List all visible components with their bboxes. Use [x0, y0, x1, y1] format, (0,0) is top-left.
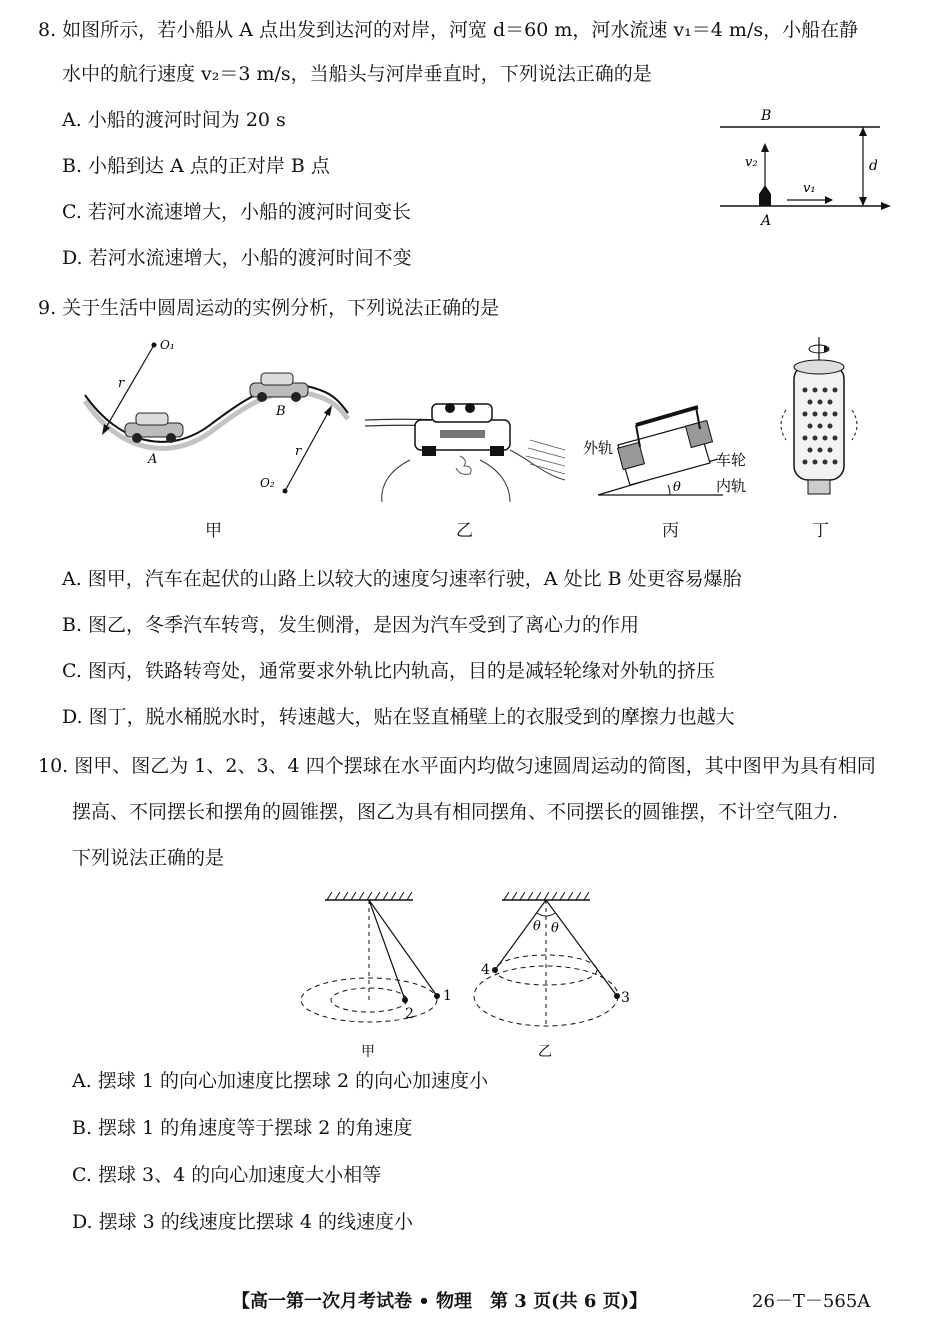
- q9-label-a: A: [148, 452, 158, 467]
- footer-title: 【高一第一次月考试卷 • 物理 第 3 页(共 6 页)】: [232, 1291, 648, 1312]
- q9-label-inner-rail: 内轨: [716, 477, 747, 495]
- q9-option-b: B. 图乙，冬季汽车转弯，发生侧滑，是因为汽车受到了离心力的作用: [62, 614, 640, 636]
- q9-label-b: B: [276, 404, 286, 419]
- q9-label-o2: O₂: [260, 476, 275, 490]
- q8-option-c: C. 若河水流速增大，小船的渡河时间变长: [62, 201, 411, 223]
- q9-label-r2: r: [295, 444, 302, 459]
- q10-ball-4: 4: [481, 962, 490, 978]
- q10-stem-line3: 下列说法正确的是: [72, 847, 225, 869]
- q10-ball-1: 1: [443, 988, 452, 1004]
- q8-label-b: B: [761, 108, 772, 124]
- q10-ball-3: 3: [621, 990, 630, 1006]
- q10-theta-2: θ: [551, 921, 559, 936]
- q8-label-d: d: [869, 158, 878, 174]
- q8-option-d: D. 若河水流速增大，小船的渡河时间不变: [62, 247, 412, 269]
- car-skidding: [415, 403, 510, 456]
- q9-caption-yi: 乙: [456, 521, 473, 541]
- q8-stem-line2: 水中的航行速度 v₂＝3 m/s，当船头与河岸垂直时，下列说法正确的是: [62, 63, 652, 85]
- q9-caption-jia: 甲: [205, 521, 222, 541]
- q10-caption-jia: 甲: [361, 1044, 375, 1060]
- q8-stem-line1: 8. 如图所示，若小船从 A 点出发到达河的对岸，河宽 d＝60 m，河水流速 v₁＝4 m/s，小船在静: [38, 19, 859, 41]
- q9-figure-bing: [578, 385, 758, 505]
- q9-label-wheel: 车轮: [716, 451, 747, 469]
- car-a: [125, 413, 183, 443]
- q9-option-d: D. 图丁，脱水桶脱水时，转速越大，贴在竖直桶壁上的衣服受到的摩擦力也越大: [62, 706, 735, 728]
- q9-label-theta: θ: [673, 480, 681, 495]
- q8-label-a: A: [761, 213, 772, 229]
- q10-ball-2: 2: [405, 1006, 414, 1022]
- q10-option-a: A. 摆球 1 的向心加速度比摆球 2 的向心加速度小: [72, 1070, 489, 1092]
- q8-label-v2: v₂: [745, 155, 758, 170]
- q10-caption-yi: 乙: [538, 1044, 552, 1060]
- q10-pendulum-figure: [295, 888, 640, 1063]
- q9-label-r1: r: [118, 376, 125, 391]
- q9-label-o1: O₁: [160, 338, 175, 352]
- q10-option-d: D. 摆球 3 的线速度比摆球 4 的线速度小: [72, 1211, 413, 1233]
- q8-river-figure: [715, 100, 900, 230]
- q9-option-a: A. 图甲，汽车在起伏的山路上以较大的速度匀速率行驶，A 处比 B 处更容易爆胎: [62, 568, 742, 590]
- q9-figure-yi: [360, 390, 570, 505]
- q10-theta-1: θ: [533, 919, 541, 934]
- q9-caption-ding: 丁: [812, 521, 829, 541]
- footer-code: 26－T－565A: [752, 1291, 871, 1312]
- q10-stem-line2: 摆高、不同摆长和摆角的圆锥摆，图乙为具有相同摆角、不同摆长的圆锥摆，不计空气阻力.: [72, 801, 839, 823]
- q9-option-c: C. 图丙，铁路转弯处，通常要求外轨比内轨高，目的是减轻轮缘对外轨的挤压: [62, 660, 715, 682]
- q8-option-b: B. 小船到达 A 点的正对岸 B 点: [62, 155, 330, 177]
- q9-figure-jia: [80, 335, 355, 505]
- q9-stem: 9. 关于生活中圆周运动的实例分析，下列说法正确的是: [38, 297, 500, 319]
- q10-stem-line1: 10. 图甲、图乙为 1、2、3、4 四个摆球在水平面内均做匀速圆周运动的简图，其中图甲为具有相同: [38, 755, 876, 777]
- q8-label-v1: v₁: [803, 181, 816, 196]
- q8-option-a: A. 小船的渡河时间为 20 s: [62, 109, 286, 131]
- q10-option-b: B. 摆球 1 的角速度等于摆球 2 的角速度: [72, 1117, 413, 1139]
- car-b: [250, 373, 308, 402]
- q9-figure-ding: [772, 335, 867, 505]
- q10-option-c: C. 摆球 3、4 的向心加速度大小相等: [72, 1164, 382, 1186]
- q9-caption-bing: 丙: [662, 521, 679, 541]
- q9-label-outer-rail: 外轨: [583, 439, 614, 457]
